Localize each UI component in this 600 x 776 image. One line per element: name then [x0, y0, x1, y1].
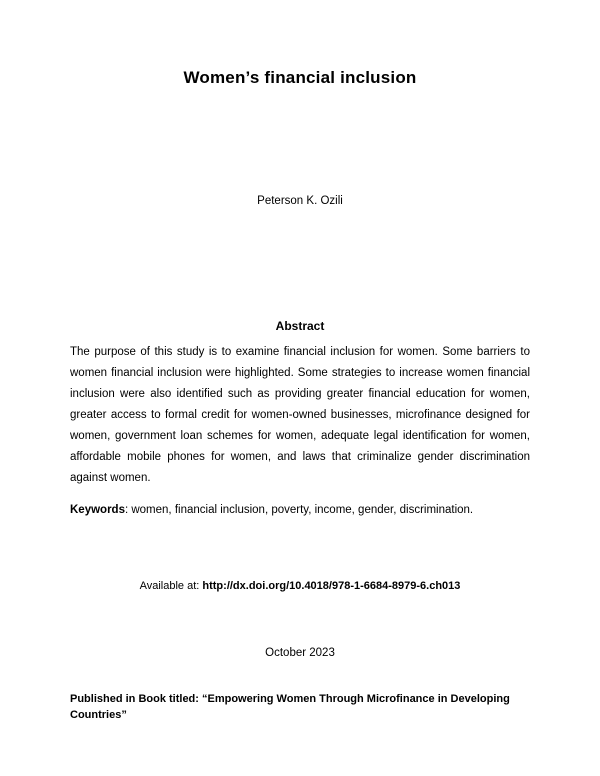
availability-line: [70, 580, 530, 592]
doi-link[interactable]: http://dx.doi.org/10.4018/978-1-6684-8979-6.ch013: [202, 580, 461, 592]
author-name: Peterson K. Ozili: [257, 195, 343, 207]
published-in-note: Published in Book titled: “Empowering Women Through Microfinance in Developing Countries”: [70, 693, 510, 721]
abstract-body: The purpose of this study is to examine financial inclusion for women. Some barriers to women financial inclusion were highlighted. Some strategies to increase women financial inclusion were also identified such as providing greater financial education for women, greater access to formal credit for women-owned businesses, microfinance designed for women, government loan schemes for women, adequate legal identification for women, affordable mobile phones for women, and laws that criminalize gender discrimination against women.: [70, 346, 530, 484]
keywords-label: Keywords: [70, 504, 125, 516]
paper-title: Women’s financial inclusion: [183, 68, 417, 87]
availability-label: Available at:: [139, 580, 203, 592]
abstract-heading: Abstract: [275, 319, 325, 333]
keywords-line: [70, 500, 530, 521]
publication-date: October 2023: [265, 647, 335, 659]
keywords-body: : women, financial inclusion, poverty, income, gender, discrimination.: [124, 504, 474, 516]
